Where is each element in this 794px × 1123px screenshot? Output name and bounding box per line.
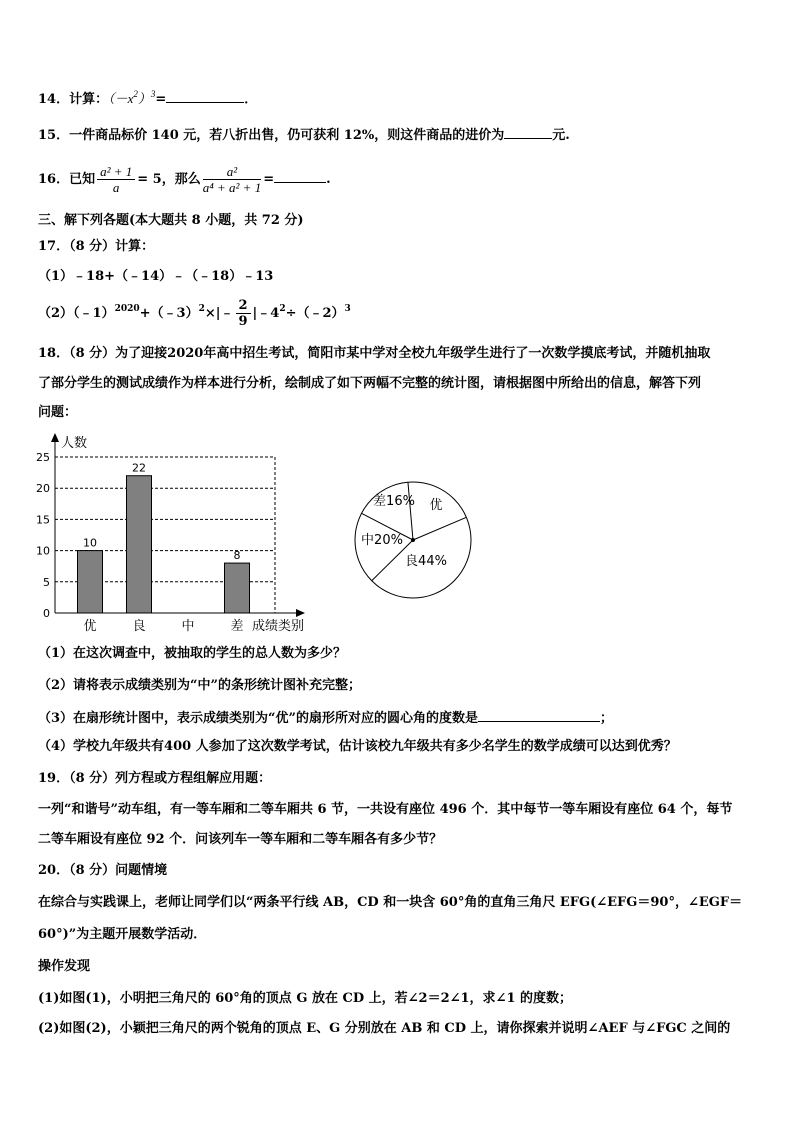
question-15: 15．一件商品标价 140 元，若八折出售，仍可获利 12%，则这件商品的进价为 元. <box>38 124 570 145</box>
y-tick-label: 10 <box>36 544 50 558</box>
q19-line-2: 二等车厢设有座位 92 个．问该列车一等车厢和二等车厢各有多少节？ <box>38 832 443 847</box>
y-tick-label: 20 <box>36 482 50 496</box>
pie-center <box>411 538 415 542</box>
q19-title: 19．（8 分）列方程或方程组解应用题： <box>38 771 272 786</box>
q16-fraction-2: $\frac{\text{a²}}{\text{a⁴ + a² + 1}}$ <box>202 164 262 195</box>
q15-text: 15．一件商品标价 140 元，若八折出售，仍可获利 12%，则这件商品的进价为 <box>38 128 505 143</box>
q17-part-2: （2）（﹣1）$^{2020}$+（﹣3）$^2$×|﹣ $\frac{2}{9}$ $|﹣4^2\div(﹣2)^3$ <box>38 298 351 329</box>
pie-label: 良44% <box>405 554 447 569</box>
y-tick-label: 15 <box>36 513 50 527</box>
answer-blank[interactable] <box>274 168 326 183</box>
q16-fraction-1: $\frac{\text{a² + 1}}{a}$ <box>97 164 135 195</box>
x-tick-label: 优 <box>83 619 97 634</box>
question-16: 16．已知 $\frac{\text{a² + 1}}{a}$ = 5，那么 $\frac{\text{a²}}{\text{a⁴ + a² + 1}}$ = . <box>38 164 331 195</box>
q18-line-2: 了部分学生的测试成绩作为样本进行分析，绘制成了如下两幅不完整的统计图，请根据图中所给出的信息，解答下列 <box>38 376 702 391</box>
bar-差 <box>225 563 250 613</box>
pie-label: 优 <box>429 498 443 513</box>
q20-part-1: (1)如图(1)，小明把三角尺的 60°角的顶点 G 放在 CD 上，若∠2＝2∠1，求∠1 的度数； <box>38 991 573 1006</box>
x-tick-labels <box>83 618 243 634</box>
q18-sub-1: （1）在这次调查中，被抽取的学生的总人数为多少？ <box>38 646 347 661</box>
q18-sub-4: （4）学校九年级共有400 人参加了这次数学考试，估计该校九年级共有多少名学生的数学成绩可以达到优秀？ <box>38 739 677 754</box>
y-tick-label: 0 <box>43 607 50 620</box>
bar-良 <box>127 476 152 613</box>
bar-data-label: 10 <box>83 536 97 550</box>
bars <box>78 462 250 613</box>
x-axis-label: 成绩类别 <box>252 619 305 634</box>
q17-fraction: $\frac{2}{9}$ <box>236 298 251 329</box>
pie-label: 差16% <box>373 494 415 509</box>
bar-data-label: 22 <box>132 461 146 475</box>
q18-sub-2: （2）请将表示成绩类别为“中”的条形统计图补充完整； <box>38 678 362 693</box>
q20-title: 20．（8 分）问题情境 <box>38 863 168 878</box>
y-tick-label: 25 <box>36 451 50 464</box>
pie-label: 中20% <box>361 533 403 548</box>
q17-title: 17．（8 分）计算： <box>38 239 155 254</box>
q17-part-1: （1）﹣18+（﹣14）﹣（﹣18）﹣13 <box>38 269 274 284</box>
y-axis-label: 人数 <box>61 436 88 451</box>
x-axis-arrow <box>296 609 305 617</box>
q20-line-1: 在综合与实践课上，老师让同学们以“两条平行线 AB，CD 和一块含 60°角的直角三角尺 EFG(∠EFG＝90°，∠EGF＝ <box>38 895 743 910</box>
y-axis-arrow <box>51 433 59 442</box>
q18-sub-3: （3）在扇形统计图中，表示成绩类别为“优”的扇形所对应的圆心角的度数是 ； <box>38 707 613 728</box>
q20-line-2: 60°)”为主题开展数学活动． <box>38 927 207 942</box>
pie-chart <box>350 475 480 605</box>
x-tick-label: 差 <box>230 619 244 634</box>
q14-label: 14．计算： <box>38 92 109 107</box>
y-tick-labels <box>36 451 50 620</box>
y-tick-label: 5 <box>43 575 50 589</box>
bar-data-label: 8 <box>233 549 241 563</box>
q19-line-1: 一列“和谐号”动车组，有一等车厢和二等车厢共 6 节，一共设有座位 496 个．其中每节一等车厢设有座位 64 个，每节 <box>38 802 733 817</box>
q20-part-2: (2)如图(2)，小颖把三角尺的两个锐角的顶点 E、G 分别放在 AB 和 CD 上，请你探索并说明∠AEF 与∠FGC 之间的 <box>38 1021 731 1036</box>
answer-blank[interactable] <box>166 88 244 103</box>
bar-chart <box>30 430 320 640</box>
section-heading: 三、解下列各题(本大题共 8 小题，共 72 分) <box>38 213 304 228</box>
q14-expression: $(-x^2)^3$ <box>108 89 156 106</box>
q20-heading: 操作发现 <box>38 959 91 974</box>
x-tick-label: 中 <box>181 619 195 634</box>
q18-line-3: 问题： <box>38 405 78 420</box>
answer-blank[interactable] <box>504 124 552 139</box>
x-tick-label: 良 <box>132 619 146 634</box>
question-14: 14．计算：$(-x^2)^3=$ ． <box>38 89 258 107</box>
q18-line-1: 18．（8 分）为了迎接2020年高中招生考试，简阳市某中学对全校九年级学生进行了一次数学摸底考试，并随机抽取 <box>38 346 711 361</box>
bar-优 <box>78 551 103 613</box>
answer-blank[interactable] <box>478 707 600 722</box>
